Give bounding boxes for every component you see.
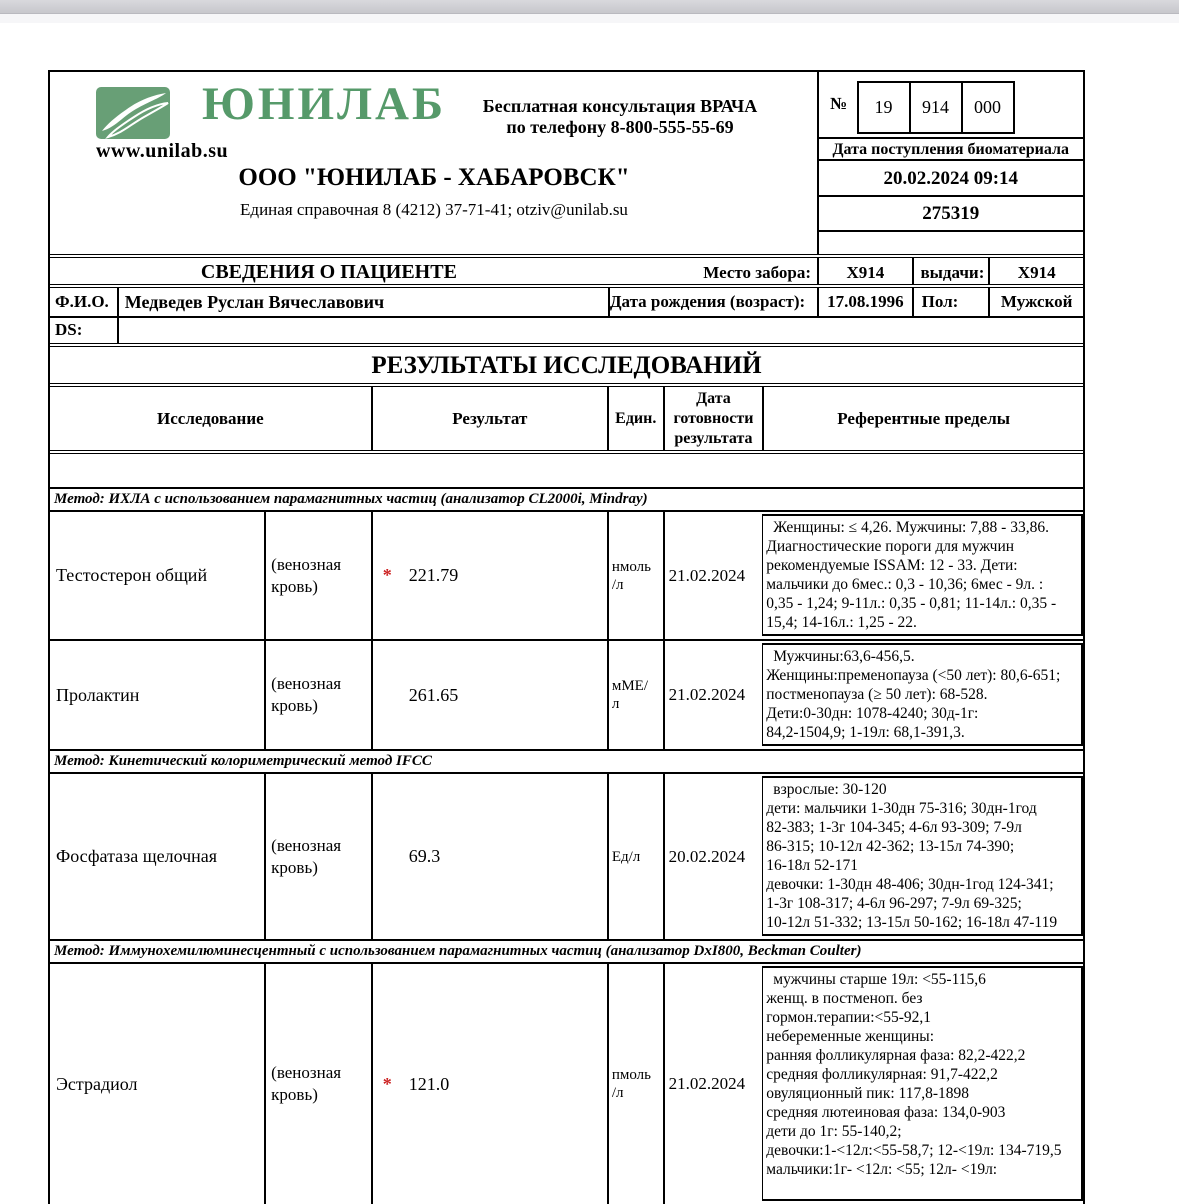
logo-wordmark: ЮНИЛАБ — [202, 78, 447, 130]
reference-cell — [762, 964, 1083, 1204]
results-title: РЕЗУЛЬТАТЫ ИССЛЕДОВАНИЙ — [50, 343, 1083, 387]
specimen-type: (венозная кровь) — [264, 774, 371, 939]
unit-value: Ед/л — [607, 774, 663, 939]
fio-label: Ф.И.О. — [55, 292, 109, 311]
specimen-type: (венозная кровь) — [264, 512, 371, 639]
patient-header-row — [50, 258, 1083, 288]
patient-name-row — [50, 288, 1083, 318]
browser-chrome-strip — [0, 14, 1179, 23]
sampling-place-label: Место забора: — [703, 263, 812, 282]
result-row-estradiol — [50, 964, 1083, 1204]
result-value: 261.65 — [408, 684, 459, 705]
unit-value: пмоль /л — [607, 964, 663, 1204]
issue-place-label: выдачи: — [912, 258, 989, 284]
document-header — [50, 72, 1083, 254]
column-header-result: Результат — [371, 387, 607, 450]
results-table-header — [50, 387, 1083, 454]
method-row: Метод: ИХЛА с использованием парамагнитных частиц (анализатор CL2000i, Mindray) — [50, 489, 1083, 512]
organization-contact: Единая справочная 8 (4212) 37-71-41; otziv@unilab.su — [240, 200, 628, 219]
test-name: Тестостерон общий — [56, 565, 208, 585]
order-number-part: 914 — [909, 81, 963, 134]
method-row: Метод: Кинетический колориметрический метод IFCC — [50, 751, 1083, 774]
result-cell — [371, 641, 607, 749]
test-name: Пролактин — [56, 684, 140, 705]
reference-range: взрослые: 30-120 дети: мальчики 1-30дн 75-316; 30дн-1год 82-383; 1-3г 104-345; 4-6л 93-309; 7-9л 86-315; 10-12л 42-362; 13-15л 74-390; 16-18л 52-171 девочки: 1-30дн 48-406; 30дн-1год 124-341; 1-3г 108-317; 4-6л 96-297; 7-9л 69-325; 10-12л 51-332; 13-15л 50-162; 16-18л 47-119 — [762, 776, 1083, 936]
result-row-testosterone — [50, 512, 1083, 641]
test-name: Фосфатаза щелочная — [56, 846, 218, 866]
consultation-phone-text: Бесплатная консультация ВРАЧА по телефону 8-800-555-55-69 — [482, 96, 758, 137]
unit-value: мМЕ/ л — [607, 641, 663, 749]
ready-date: 21.02.2024 — [663, 641, 763, 749]
order-number-part: 000 — [961, 81, 1015, 134]
column-header-study: Исследование — [157, 408, 264, 428]
result-value: 221.79 — [408, 565, 459, 585]
result-value: 121.0 — [408, 1073, 450, 1094]
lab-report-document — [48, 70, 1085, 1204]
reference-cell — [762, 641, 1083, 749]
column-header-reference: Референтные пределы — [762, 387, 1083, 450]
fio-value: Медведев Руслан Вячеславович — [117, 288, 608, 316]
abnormal-flag: * — [382, 565, 392, 585]
method-row: Метод: Иммунохемилюминесцентный с использованием парамагнитных частиц (анализатор DxI800, Beckman Coulter) — [50, 941, 1083, 964]
abnormal-flag: * — [382, 1073, 392, 1094]
ready-date: 21.02.2024 — [663, 512, 763, 639]
column-header-date: Дата готовности результата — [663, 387, 763, 450]
birthdate-label: Дата рождения (возраст): — [608, 288, 817, 316]
unilab-leaf-logo-icon — [96, 87, 170, 144]
result-cell — [371, 512, 607, 639]
column-header-unit: Един. — [607, 387, 663, 450]
header-right — [817, 72, 1083, 254]
order-code: 275319 — [819, 195, 1083, 230]
result-row-phosphatase — [50, 774, 1083, 941]
issue-place-value: Х914 — [988, 258, 1083, 284]
specimen-type: (венозная кровь) — [264, 641, 371, 749]
unit-value: нмоль /л — [607, 512, 663, 639]
empty-cell — [819, 230, 1083, 254]
birthdate-value: 17.08.1996 — [817, 288, 912, 316]
patient-section — [50, 254, 1083, 343]
reference-cell — [762, 774, 1083, 939]
sampling-place-value: Х914 — [817, 258, 912, 284]
biomaterial-date-label: Дата поступления биоматериала — [819, 137, 1083, 159]
diagnosis-row — [50, 318, 1083, 343]
reference-cell — [762, 512, 1083, 639]
order-number-label: № — [829, 94, 848, 113]
sex-value: Мужской — [988, 288, 1083, 316]
reference-range: мужчины старше 19л: <55-115,6 женщ. в постменоп. без гормон.терапии:<55-92,1 небеременные женщины: ранняя фолликулярная фаза: 82,2-422,2 средняя фолликулярная: 91,7-422,2 овуляционный пик: 117,8-1898 средняя лютеиновая фаза: 134,0-903 дети до 1г: 55-140,2; девочки:1-<12л:<55-58,7; 12-<19л: 134-719,5 мальчики:1г- <12л: <55; 12л- <19л: — [762, 966, 1083, 1201]
order-number-part: 19 — [857, 81, 911, 134]
browser-chrome-bar — [0, 0, 1179, 14]
spacer-row — [50, 454, 1083, 489]
logo-website: www.unilab.su — [96, 140, 229, 162]
result-row-prolactin — [50, 641, 1083, 751]
test-name: Эстрадиол — [56, 1073, 138, 1094]
organization-name: ООО "ЮНИЛАБ - ХАБАРОВСК" — [238, 164, 630, 191]
ready-date: 21.02.2024 — [663, 964, 763, 1204]
order-number-row — [819, 72, 1083, 137]
biomaterial-date-value: 20.02.2024 09:14 — [819, 159, 1083, 195]
result-value: 69.3 — [408, 846, 441, 866]
reference-range: Мужчины:63,6-456,5. Женщины:пременопауза (<50 лет): 80,6-651; постменопауза (≥ 50 лет): 68-528. Дети:0-30дн: 1078-4240; 30д-1г: 84,2-1504,9; 1-19л: 68,1-391,3. — [762, 643, 1083, 746]
reference-range: Женщины: ≤ 4,26. Мужчины: 7,88 - 33,86. Диагностические пороги для мужчин рекомендуемые ISSAM: 12 - 33. Дети: мальчики до 6мес.: 0,3 - 10,36; 6мес - 9л. : 0,35 - 1,24; 9-11л.: 0,35 - 0,81; 11-14л.: 0,35 - 15,4; 14-16л.: 1,25 - 22. — [762, 514, 1083, 636]
sex-label: Пол: — [912, 288, 989, 316]
result-cell — [371, 774, 607, 939]
header-left — [50, 72, 817, 254]
patient-section-title: СВЕДЕНИЯ О ПАЦИЕНТЕ — [200, 261, 457, 283]
ds-label: DS: — [55, 320, 83, 339]
ready-date: 20.02.2024 — [663, 774, 763, 939]
specimen-type: (венозная кровь) — [264, 964, 371, 1204]
ds-value — [117, 318, 1083, 343]
result-cell — [371, 964, 607, 1204]
